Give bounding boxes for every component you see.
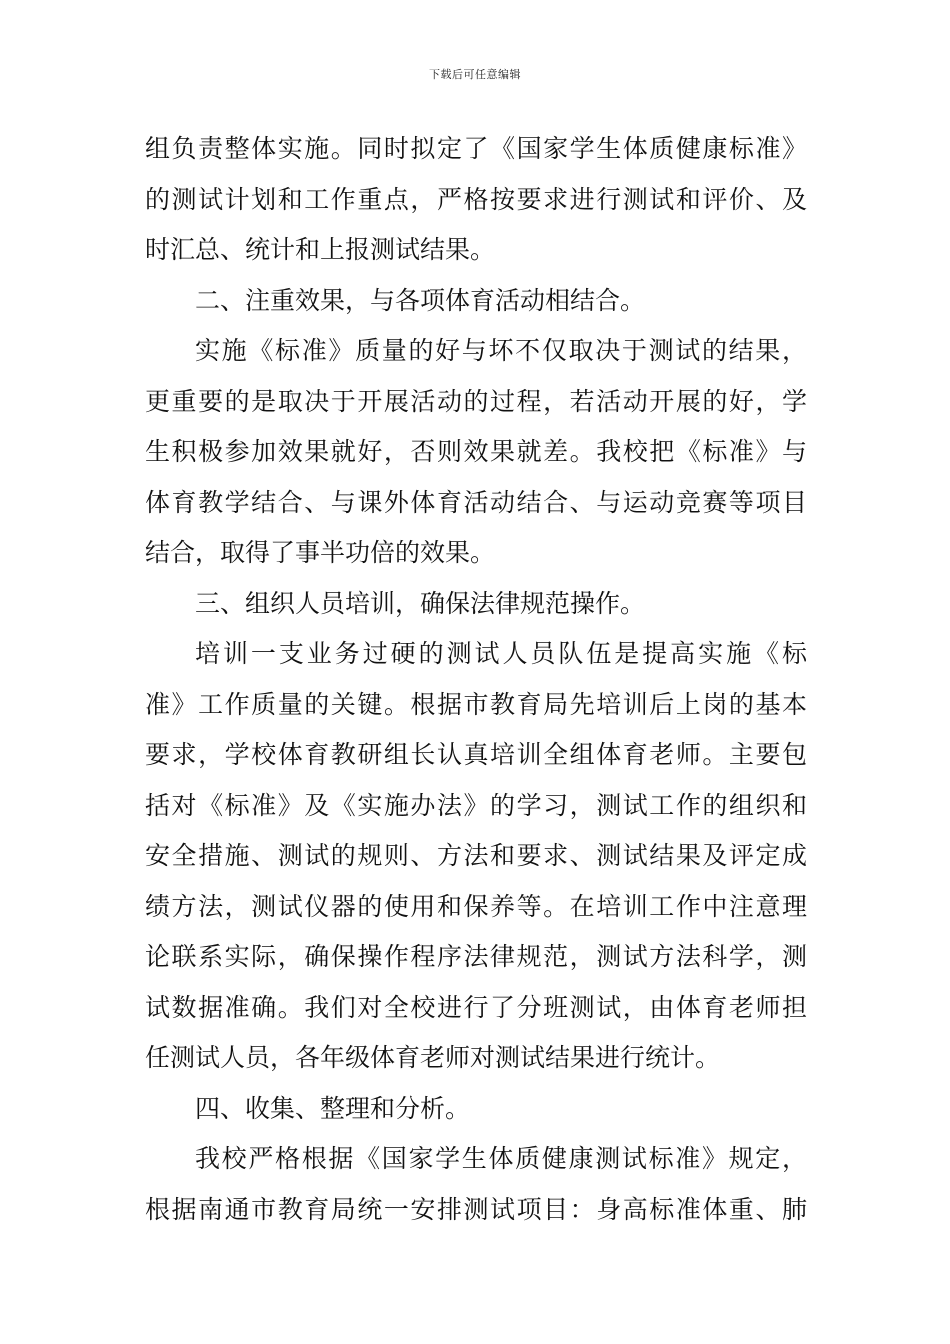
text-line: 我校严格根据《国家学生体质健康测试标准》规定， bbox=[195, 1144, 807, 1173]
text-line: 论联系实际，确保操作程序法律规范，测试方法科学，测 bbox=[145, 942, 807, 971]
text-line: 组负责整体实施。同时拟定了《国家学生体质健康标准》 bbox=[145, 134, 807, 163]
text-line: 实施《标准》质量的好与坏不仅取决于测试的结果， bbox=[195, 336, 807, 365]
text-line: 根据南通市教育局统一安排测试项目：身高标准体重、肺 bbox=[145, 1194, 807, 1224]
document-body bbox=[145, 124, 807, 1235]
text-line: 四、收集、整理和分析。 bbox=[195, 1093, 471, 1123]
page-header: 下载后可任意编辑 bbox=[429, 68, 521, 81]
text-line: 绩方法，测试仪器的使用和保养等。在培训工作中注意理 bbox=[145, 891, 807, 921]
text-line: 体育教学结合、与课外体育活动结合、与运动竞赛等项目 bbox=[145, 487, 807, 517]
text-line: 结合，取得了事半功倍的效果。 bbox=[145, 538, 496, 567]
text-line: 安全措施、测试的规则、方法和要求、测试结果及评定成 bbox=[145, 841, 807, 870]
text-line: 培训一支业务过硬的测试人员队伍是提高实施《标 bbox=[195, 639, 807, 668]
text-line: 括对《标准》及《实施办法》的学习，测试工作的组织和 bbox=[145, 790, 807, 820]
text-line: 时汇总、统计和上报测试结果。 bbox=[145, 235, 496, 264]
text-line: 生积极参加效果就好，否则效果就差。我校把《标准》与 bbox=[145, 437, 807, 466]
text-line: 的测试计划和工作重点，严格按要求进行测试和评价、及 bbox=[145, 184, 807, 214]
text-line: 二、注重效果，与各项体育活动相结合。 bbox=[195, 285, 646, 315]
text-line: 更重要的是取决于开展活动的过程，若活动开展的好，学 bbox=[145, 386, 807, 416]
text-line: 准》工作质量的关键。根据市教育局先培训后上岗的基本 bbox=[145, 689, 807, 719]
text-line: 试数据准确。我们对全校进行了分班测试，由体育老师担 bbox=[145, 992, 807, 1022]
text-line: 三、组织人员培训，确保法律规范操作。 bbox=[195, 588, 646, 618]
text-line: 任测试人员，各年级体育老师对测试结果进行统计。 bbox=[145, 1043, 721, 1072]
text-line: 要求，学校体育教研组长认真培训全组体育老师。主要包 bbox=[145, 740, 807, 769]
